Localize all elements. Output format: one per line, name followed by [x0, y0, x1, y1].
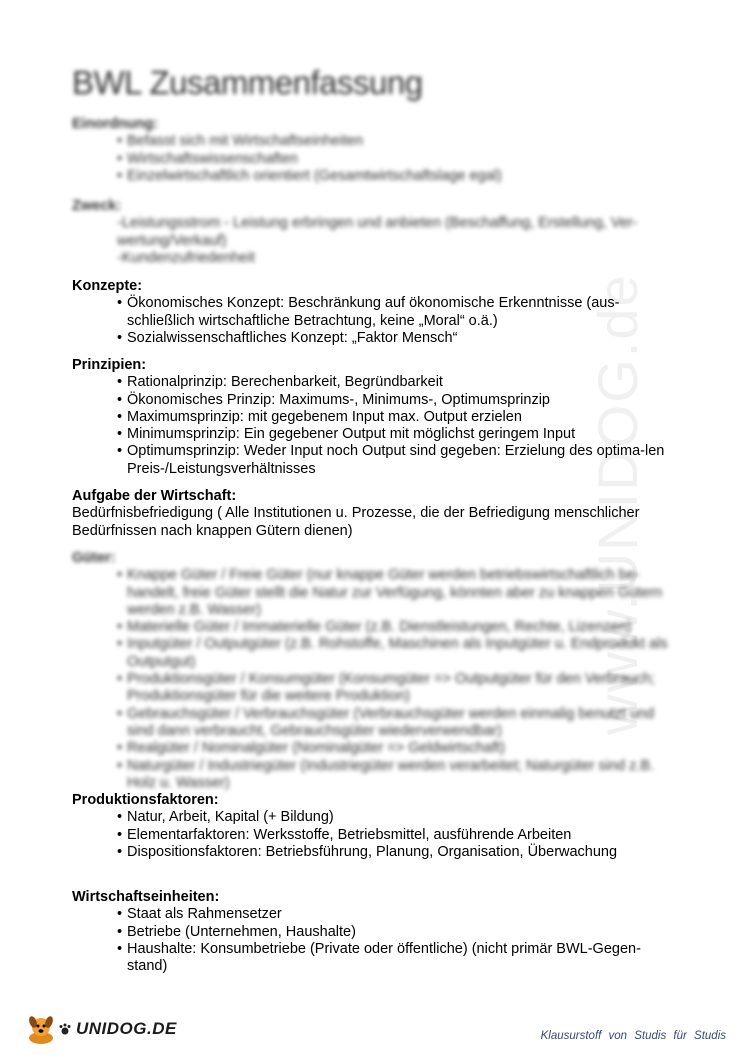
section-heading: Prinzipien:	[72, 357, 147, 373]
list-item: • Realgüter / Nominalgüter (Nominalgüter => Geldwirtschaft)	[117, 740, 672, 757]
section-gueter	[72, 550, 672, 792]
text-line: -Leistungsstrom - Leistung erbringen und anbieten (Beschaffung, Erstellung, Ver-	[117, 215, 638, 232]
list-item: • Gebrauchsgüter / Verbrauchsgüter (Verbrauchsgüter werden einmalig benutzt und sind dann verbraucht, Gebrauchsgüter wiederverwendbar)	[117, 706, 672, 741]
list-item: • Minimumsprinzip: Ein gegebener Output mit möglichst geringem Input	[117, 426, 672, 443]
text-line: wertung/Verkauf)	[117, 232, 227, 249]
section-heading: Einordnung:	[72, 116, 159, 132]
list-item: • Knappe Güter / Freie Güter (nur knappe Güter werden betriebswirtschaftlich be-handelt, freie Güter stellt die Natur zur Verfügung, könnten aber zu knappen Gütern werden z.B. Wasser)	[117, 567, 672, 619]
list-item: • Ökonomisches Prinzip: Maximums-, Minimums-, Optimumsprinzip	[117, 392, 672, 409]
section-aufgabe	[72, 488, 692, 540]
section-heading: Aufgabe der Wirtschaft:	[72, 488, 237, 504]
list-item: • Rationalprinzip: Berechenbarkeit, Begründbarkeit	[117, 374, 672, 391]
section-zweck	[72, 198, 672, 267]
list-item: • Staat als Rahmensetzer	[117, 906, 672, 923]
section-heading: Güter:	[72, 550, 116, 566]
text-line: -Kundenzufriedenheit	[117, 249, 255, 266]
section-produktionsfaktoren	[72, 792, 672, 861]
paragraph: Bedürfnisbefriedigung ( Alle Institutionen u. Prozesse, die der Befriedigung menschlicher Bedürfnissen nach knappen Gütern dienen)	[72, 505, 640, 539]
page-title: BWL Zusammenfassung	[72, 64, 423, 101]
section-konzepte	[72, 278, 672, 347]
list-item: • Befasst sich mit Wirtschaftseinheiten	[117, 133, 672, 150]
list-item: • Optimumsprinzip: Weder Input noch Output sind gegeben: Erzielung des optima-len Preis-/Leistungsverhältnisses	[117, 443, 672, 478]
list-item: • Maximumsprinzip: mit gegebenem Input max. Output erzielen	[117, 409, 672, 426]
list-item: • Haushalte: Konsumbetriebe (Private oder öffentliche) (nicht primär BWL-Gegen-stand)	[117, 941, 672, 976]
section-heading: Zweck:	[72, 198, 122, 214]
section-heading: Konzepte:	[72, 278, 143, 294]
watermark: www.UNIDOG.de	[586, 273, 649, 735]
section-heading: Wirtschaftseinheiten:	[72, 889, 220, 905]
paw-icon	[58, 1022, 72, 1036]
section-einordnung	[72, 116, 672, 185]
bullet-list	[72, 567, 672, 792]
bullet-list	[72, 295, 672, 347]
list-item: • Natur, Arbeit, Kapital (+ Bildung)	[117, 809, 672, 826]
bullet-list	[72, 809, 672, 861]
list-item: • Inputgüter / Outputgüter (z.B. Rohstoffe, Maschinen als Inputgüter u. Endprodukt als Outputgut)	[117, 636, 672, 671]
footer-tagline: Klausurstoff von Studis für Studis	[540, 1030, 726, 1042]
bullet-list	[72, 374, 672, 478]
list-item: • Elementarfaktoren: Werksstoffe, Betriebsmittel, ausführende Arbeiten	[117, 827, 672, 844]
list-item: • Materielle Güter / Immaterielle Güter (z.B. Dienstleistungen, Rechte, Lizenzen)	[117, 619, 672, 636]
list-item: • Sozialwissenschaftliches Konzept: „Faktor Mensch“	[117, 330, 672, 347]
list-item: • Produktionsgüter / Konsumgüter (Konsumgüter => Outputgüter für den Verbrauch; Produktionsgüter für die weitere Produktion)	[117, 671, 672, 706]
list-item: • Naturgüter / Industriegüter (Industriegüter werden verarbeitet; Naturgüter sind z.B. Holz u. Wasser)	[117, 758, 672, 793]
section-heading: Produktionsfaktoren:	[72, 792, 219, 808]
list-item: • Ökonomisches Konzept: Beschränkung auf ökonomische Erkenntnisse (aus-schließlich wirtschaftliche Betrachtung, keine „Moral“ o.ä.)	[117, 295, 672, 330]
list-item: • Betriebe (Unternehmen, Haushalte)	[117, 924, 672, 941]
logo-text: UNIDOG.DE	[76, 1019, 177, 1038]
bullet-list	[72, 906, 672, 975]
section-wirtschaftseinheiten	[72, 889, 672, 975]
list-item: • Dispositionsfaktoren: Betriebsführung, Planung, Organisation, Überwachung	[117, 844, 672, 861]
unidog-logo	[24, 1012, 177, 1046]
dog-icon	[24, 1012, 58, 1046]
section-prinzipien	[72, 357, 672, 478]
list-item: • Wirtschaftswissenschaften	[117, 151, 672, 168]
bullet-list	[72, 133, 672, 185]
list-item: • Einzelwirtschaftlich orientiert (Gesamtwirtschaftslage egal)	[117, 168, 672, 185]
